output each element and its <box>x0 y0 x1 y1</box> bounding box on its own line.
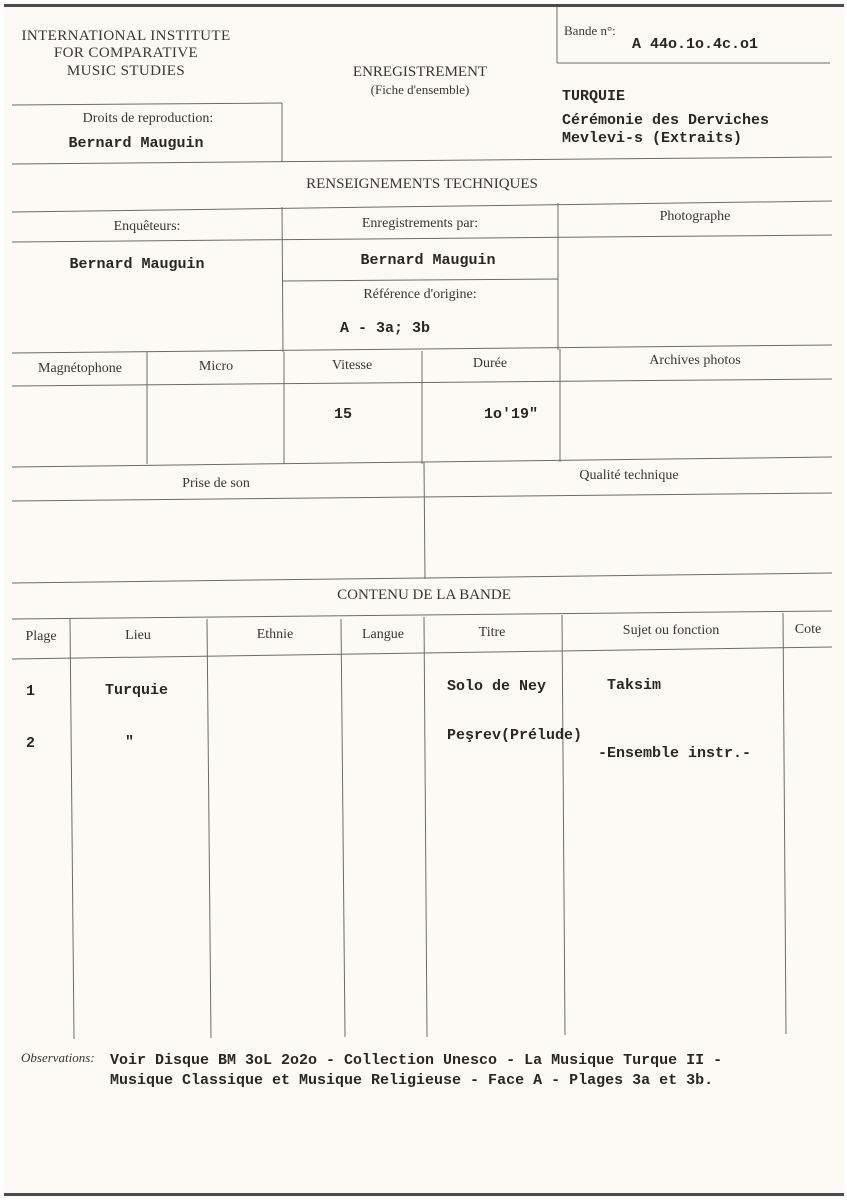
prise-de-son-label: Prise de son <box>182 476 250 491</box>
subject-country: TURQUIE <box>562 88 626 105</box>
enregistrements-value: Bernard Mauguin <box>360 252 496 269</box>
vitesse-label: Vitesse <box>331 358 373 373</box>
micro-label: Micro <box>198 359 234 374</box>
contenu-heading: CONTENU DE LA BANDE <box>337 587 511 603</box>
photographe-label: Photographe <box>659 209 731 224</box>
rights-value: Bernard Mauguin <box>68 135 204 152</box>
document-page <box>4 4 844 1196</box>
enregistrements-label: Enregistrements par: <box>361 216 479 231</box>
enqueteurs-label: Enquêteurs: <box>113 219 181 234</box>
col-header-langue: Langue <box>362 627 404 642</box>
col-header-ethnie: Ethnie <box>256 627 294 642</box>
observations-line1: Voir Disque BM 3oL 2o2o - Collection Unesco - La Musique Turque II - <box>110 1052 723 1069</box>
institute-name-line3: MUSIC STUDIES <box>66 63 186 79</box>
institute-name-line1: INTERNATIONAL INSTITUTE <box>21 28 231 44</box>
row-2-sujet: -Ensemble instr.- <box>598 745 752 762</box>
row-2-lieu: " <box>125 734 135 751</box>
row-1-plage: 1 <box>26 683 36 700</box>
col-header-lieu: Lieu <box>125 628 151 643</box>
form-subtitle: (Fiche d'ensemble) <box>370 82 470 97</box>
col-header-titre: Titre <box>478 625 506 640</box>
col-header-sujet: Sujet ou fonction <box>622 623 720 638</box>
qualite-technique-label: Qualité technique <box>579 468 679 483</box>
rights-label: Droits de reproduction: <box>82 111 214 126</box>
vitesse-value: 15 <box>334 406 353 423</box>
institute-name-line2: FOR COMPARATIVE <box>53 45 199 61</box>
col-header-cote: Cote <box>794 622 822 637</box>
archives-photos-label: Archives photos <box>649 353 741 368</box>
row-2-titre: Peşrev(Prélude) <box>447 727 583 744</box>
row-1-lieu: Turquie <box>105 682 169 699</box>
magnetophone-label: Magnétophone <box>38 361 122 376</box>
bande-label: Bande n°: <box>564 23 616 38</box>
col-header-plage: Plage <box>25 629 57 644</box>
row-1-titre: Solo de Ney <box>447 678 547 695</box>
tech-heading: RENSEIGNEMENTS TECHNIQUES <box>306 176 538 192</box>
enqueteurs-value: Bernard Mauguin <box>69 256 205 273</box>
reference-label: Référence d'origine: <box>363 287 477 302</box>
row-2-plage: 2 <box>26 735 36 752</box>
bande-value: A 44o.1o.4c.o1 <box>632 36 759 53</box>
form-title: ENREGISTREMENT <box>352 64 488 80</box>
duree-label: Durée <box>472 356 508 371</box>
observations-label: Observations: <box>21 1050 95 1065</box>
reference-value: A - 3a; 3b <box>340 320 431 337</box>
subject-title-line2: Mevlevi-s (Extraits) <box>562 130 743 147</box>
observations-line2: Musique Classique et Musique Religieuse - Face A - Plages 3a et 3b. <box>110 1072 714 1089</box>
row-1-sujet: Taksim <box>607 677 662 694</box>
duree-value: 1o'19" <box>484 406 539 423</box>
subject-title-line1: Cérémonie des Derviches <box>562 112 770 129</box>
